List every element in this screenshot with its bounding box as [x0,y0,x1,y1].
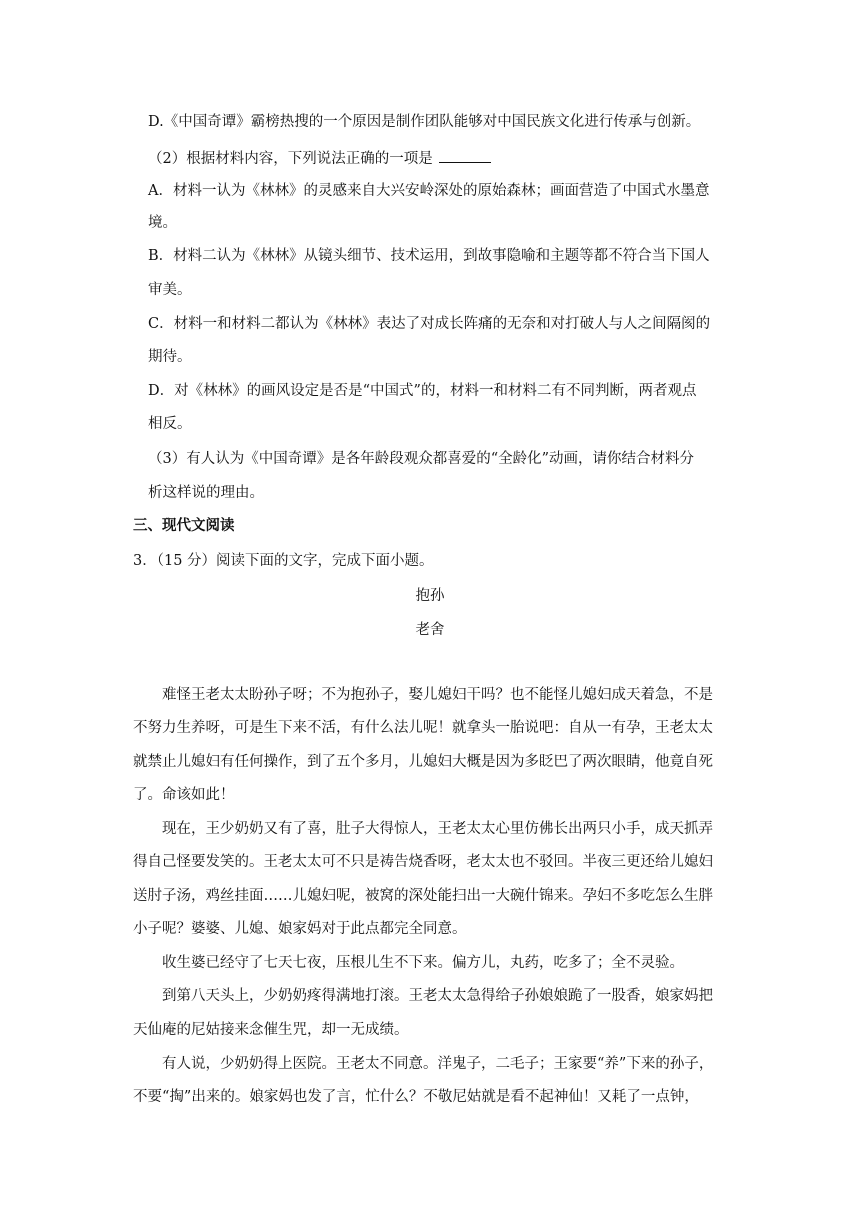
paragraph-1-line-4: 了。命该如此！ [133,787,235,803]
article-author: 老舍 [415,622,445,638]
option-a-line-1: A．材料一认为《林林》的灵感来自大兴安岭深处的原始森林；画面营造了中国式水墨意 [148,183,710,199]
article-title: 抱孙 [415,588,445,604]
subquestion-3-line-2: 析这样说的理由。 [148,485,264,501]
paragraph-5-line-1: 有人说，少奶奶得上医院。王老太不同意。洋鬼子，二毛子；王家要“养”下来的孙子， [162,1056,714,1072]
paragraph-2-line-4: 小子呢？婆婆、儿媳、娘家妈对于此点都完全同意。 [133,921,467,937]
section-heading: 三、现代文阅读 [133,517,235,534]
subquestion-3-line-1: （3）有人认为《中国奇谭》是各年龄段观众都喜爱的“全龄化”动画，请你结合材料分 [148,451,695,467]
paragraph-3-line-1: 收生婆已经守了七天七夜，压根儿生不下来。偏方儿，丸药，吃多了；全不灵验。 [162,955,684,971]
paragraph-4-line-2: 天仙庵的尼姑接来念催生咒，却一无成绩。 [133,1022,409,1038]
option-c-line-1: C．材料一和材料二都认为《林林》表达了对成长阵痛的无奈和对打破人与人之间隔阂的 [148,316,711,332]
paragraph-2-line-2: 得自己怪要发笑的。王老太太可不只是祷告烧香呀，老太太也不驳回。半夜三更还给儿媳妇 [133,854,713,870]
subquestion-2-text: （2）根据材料内容，下列说法正确的一项是 [148,151,433,167]
paragraph-1-line-1: 难怪王老太太盼孙子呀；不为抱孙子，娶儿媳妇干吗？也不能怪儿媳妇成天着急，不是 [162,687,713,703]
answer-blank [439,148,491,163]
paragraph-1-line-2: 不努力生养呀，可是生下来不活，有什么法儿呢！就拿头一胎说吧：自从一有孕，王老太太 [133,720,713,736]
paragraph-2-line-3: 送肘子汤，鸡丝挂面……儿媳妇呢，被窝的深处能扫出一大碗什锦来。孕妇不多吃怎么生胖 [133,888,713,904]
option-b-line-2: 审美。 [148,282,192,298]
option-d-line-2: 相反。 [148,416,192,432]
subquestion-2 [148,148,491,169]
paragraph-2-line-1: 现在，王少奶奶又有了喜，肚子大得惊人，王老太太心里仿佛长出两只小手，成天抓弄 [162,821,713,837]
paragraph-4-line-1: 到第八天头上，少奶奶疼得满地打滚。王老太太急得给子孙娘娘跪了一股香，娘家妈把 [162,988,713,1004]
paragraph-1-line-3: 就禁止儿媳妇有任何操作，到了五个多月，儿媳妇大概是因为多眨巴了两次眼睛，他竟自死 [133,754,713,770]
option-d-media-line: D.《中国奇谭》霸榜热搜的一个原因是制作团队能够对中国民族文化进行传承与创新。 [148,114,701,130]
paragraph-5-line-2: 不要“掏”出来的。娘家妈也发了言，忙什么？不敬尼姑就是看不起神仙！又耗了一点钟， [133,1089,699,1105]
option-a-line-2: 境。 [148,215,177,231]
question-3-prompt: 3．（15 分）阅读下面的文字，完成下面小题。 [133,553,434,569]
option-c-line-2: 期待。 [148,349,192,365]
option-b-line-1: B．材料二认为《林林》从镜头细节、技术运用，到故事隐喻和主题等都不符合当下国人 [148,248,710,264]
option-d-line-1: D．对《林林》的画风设定是否是“中国式”的，材料一和材料二有不同判断，两者观点 [148,383,697,399]
